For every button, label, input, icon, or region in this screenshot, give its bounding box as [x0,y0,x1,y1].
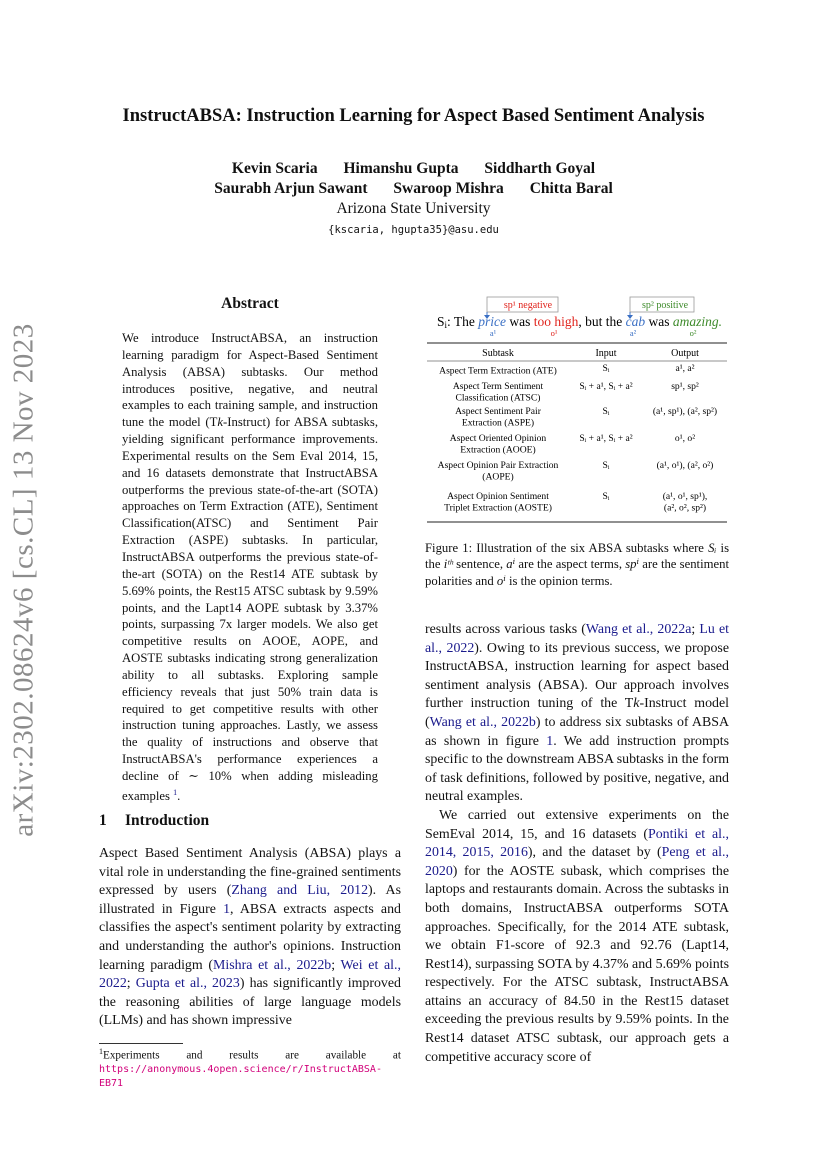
body-text: ) has significantly improved the reasoning abilities of large language models (LLMs) and has shown impressive [99,976,401,1029]
caption-text: is the [425,541,730,572]
sentence-text: : The [447,314,479,329]
abstract-text: We introduce InstructABSA, an instruction learning paradigm for Aspect-Based Sentiment Analysis (ABSA) subtasks. Our method introduces positive, negative, and neutral examples to each training sample, and instruction tune the model (T [122,331,378,430]
figure-ref-link[interactable]: 1 [223,901,231,917]
intro-paragraph [99,845,401,1031]
table-cell-subtask: Aspect Sentiment Pair [455,406,541,417]
body-text: ; [126,976,136,992]
affiliation: Arizona State University [336,200,491,217]
table-cell-subtask: (AOPE) [482,471,514,483]
author-name: Chitta Baral [529,180,613,197]
figure-caption [425,540,729,589]
body-text: ) for the AOSTE subask, which comprises the laptops and restaurants domain. Across the subtasks in both domains, InstructABSA outperforms SOTA approaches. Specifically, for the 2014 ATE subtask, we obtain F1-score of 92.3 and 92.76 (Lapt14, Rest14), surpassing SOTA by [425,863,729,972]
table-cell-input: Sᵢ [602,460,610,471]
caption-math: iᵗʰ [443,557,453,572]
table-header-subtask: Subtask [482,348,514,359]
table-cell-subtask: Extraction (AOOE) [460,444,536,456]
citation-link[interactable]: Zhang and Liu, 2012 [231,883,369,899]
author-name: Saurabh Arjun Sawant [214,180,368,197]
caption-math: spⁱ [625,557,640,572]
table-cell-output: (a¹, o¹, sp¹), [662,491,708,502]
body-text: results across various tasks ( [425,622,586,637]
right-column-text [425,621,729,1067]
body-text: ) to address six subtasks of ABSA as shown in figure [425,714,729,749]
table-cell-subtask: Extraction (ASPE) [461,417,535,429]
sentence-text: was [645,314,673,329]
table-header-input: Input [595,348,617,359]
citation-link[interactable]: Mishra et al., 2022b [213,957,332,973]
caption-math: oⁱ [496,573,506,588]
authors-line-1 [0,160,827,178]
table-cell-subtask: Aspect Term Sentiment [452,381,544,392]
table-cell-input: Sᵢ [602,491,610,502]
opinion-label: o¹ [550,328,558,338]
body-text: , ABSA extracts aspects and classifies the aspect's sentiment polarity by extracting and understanding the author's opinions. Instruction learning paradigm ( [99,901,401,973]
body-text: and [628,956,656,972]
citation-link[interactable]: Wang et al., 2022a [585,622,692,637]
sentence-text: i [444,320,448,330]
abstract-text: k [217,415,224,430]
aspect-term: price [478,314,507,329]
aspect-label: a¹ [489,328,497,338]
sentence-text: , but the [578,314,626,329]
abstract-text: when adding misleading examples [122,768,378,804]
body-text: ; [331,957,341,973]
example-sentence [437,314,722,330]
citation-link[interactable]: Pontiki et al., 2014, 2015, 2016 [425,826,729,861]
citation-link[interactable]: Lu et al., 2022 [425,622,729,656]
caption-text: sentence, [452,557,507,572]
body-text: points. In the Rest14 dataset ATSC subtask, our approach gets a competitive accuracy score of [425,1012,729,1065]
table-cell-input: Sᵢ + a¹, Sᵢ + a² [579,433,633,444]
footnote-ref[interactable]: 1 [173,787,178,797]
footnote [99,1045,401,1090]
body-text: ), and the dataset by ( [527,845,662,861]
aspect-label: a² [629,328,637,338]
table-cell-input: Sᵢ + a¹, Sᵢ + a² [579,381,633,392]
body-number: 4.37% [592,956,629,972]
citation-link[interactable]: Wang et al., 2022b [429,714,536,730]
body-number: 9.59% [615,1012,652,1028]
paper-title: InstructABSA: Instruction Learning for Aspect Based Sentiment Analysis [122,106,705,126]
author-name: Himanshu Gupta [343,160,459,177]
abstract-body [122,330,378,805]
table-body [438,363,717,514]
caption-text: Figure 1: Illustration of the six ABSA subtasks where [425,541,709,555]
author-email: {kscaria, hgupta35}@asu.edu [328,224,499,236]
caption-text: is the opinion terms. [505,573,613,588]
opinion-term: amazing. [672,314,723,329]
table-cell-output: (a¹, o¹), (a², o²) [656,460,714,471]
table-cell-input: Sᵢ [602,363,610,374]
figure-1-graphic [425,295,730,530]
table-cell-output: (a¹, sp¹), (a², sp²) [652,406,718,417]
footnote-rule [99,1043,183,1044]
table-cell-subtask: Aspect Oriented Opinion [449,433,547,444]
footnote-url-link[interactable]: https://anonymous.4open.science/r/InstructABSA-EB71 [99,1064,382,1089]
body-text: Aspect Based Sentiment Analysis (ABSA) plays a vital role in understanding the fine-grained sentiments expressed by users ( [99,846,401,899]
table-cell-output: a¹, a² [675,363,695,374]
section-number: 1 [99,812,107,829]
citation-link[interactable]: Gupta et al., 2023 [135,976,240,992]
table-cell-subtask: Classification (ATSC) [455,392,541,404]
section-heading [99,812,209,830]
body-text: -Instruct model ( [425,696,729,730]
caption-text: are the sentiment polarities and [425,557,729,588]
aspect-term: cab [625,314,646,329]
table-cell-output: o¹, o² [674,433,696,444]
figure-ref-link[interactable]: 1 [546,733,554,749]
body-text: ). As illustrated in Figure [99,883,401,917]
table-cell-output: (a², o², sp²) [663,502,707,514]
body-text: ; [691,622,700,637]
arxiv-stamp [6,310,42,850]
table-header-output: Output [671,348,699,359]
table-cell-input: Sᵢ [602,406,610,417]
sentence-text: S [437,314,445,329]
body-text: ). Owing to its previous success, we propose InstructABSA, instruction learning for aspect based sentiment analysis (ABSA). Our approach involves further instruction tuning of the T [425,640,729,712]
caption-text: are the aspect terms, [515,557,626,572]
body-text: points respectively. For the ATSC subtask, InstructABSA attains an accuracy of 84.50 in the Rest15 dataset exceeding the previous results by [425,956,729,1028]
footnote-mark: 1 [99,1047,103,1056]
abstract-heading: Abstract [221,295,279,312]
caption-math: aⁱ [506,557,516,572]
authors-line-2 [0,180,827,198]
author-name: Siddharth Goyal [484,160,596,177]
caption-math: Sᵢ [708,541,717,555]
section-title: Introduction [125,812,210,829]
sentiment-label-negative: sp¹ negative [503,300,553,311]
figure-1 [425,295,730,530]
sentiment-label-positive: sp² positive [641,300,689,311]
body-text: We carried out extensive experiments on the SemEval 2014, 15, and 16 datasets ( [425,807,729,842]
table-cell-output: sp¹, sp² [671,381,699,392]
author-name: Kevin Scaria [231,160,318,177]
abstract-text: . [177,789,181,804]
abstract-number: ∼ 10% [188,768,232,783]
body-text: . We add instruction prompts specific to the downstream ABSA subtasks in the form of task definitions, followed by positive, negative, and neutral examples. [425,733,730,805]
table-cell-subtask: Aspect Opinion Sentiment [447,491,549,502]
arxiv-id: arXiv:2302.08624v6 [cs.CL] 13 Nov 2023 [7,323,40,837]
footnote-text: Experiments and results are available at [103,1049,401,1062]
body-text: k [633,696,640,712]
sentence-text: was [506,314,534,329]
abstract-text: -Instruct) for ABSA subtasks, yielding significant performance improvements. Experimental results on the Sem Eval 2014, 15, and 16 datasets demonstrate that InstructABSA outperforms the previous state-of-the-art (SOTA) approaches on Term Extraction (ATE), Sentiment Classification(ATSC) and Sentiment Pair Extraction (ASPE) subtasks. In particular, InstructABSA outperforms the previous state-of-the-art (SOTA) on the Rest14 ATE subtask by 5.69% points, the Rest15 ATSC subtask by 9.59% points, and the Lapt14 AOPE subtask by 3.37% points, surpassing 7x larger models. We also get competitive results on AOOE, AOPE, and AOSTE subtasks indicating strong generalization ability to all subtasks. Exploring sample efficiency reveals that just 50% train data is required to get competitive results with other instruction tuning approaches. Lastly, we assess the quality of instructions and observe that InstructABSA's performance experiences a decline of [122,415,378,783]
body-number: 5.69% [655,956,692,972]
table-cell-subtask: Triplet Extraction (AOSTE) [444,502,552,514]
author-name: Swaroop Mishra [393,180,504,197]
citation-link[interactable]: Peng et al., 2020 [425,845,729,879]
table-cell-subtask: Aspect Term Extraction (ATE) [439,365,557,377]
table-cell-subtask: Aspect Opinion Pair Extraction [437,460,559,471]
citation-link[interactable]: Wei et al., 2022 [99,957,401,992]
opinion-label: o² [689,328,697,338]
opinion-term: too high [533,314,579,329]
